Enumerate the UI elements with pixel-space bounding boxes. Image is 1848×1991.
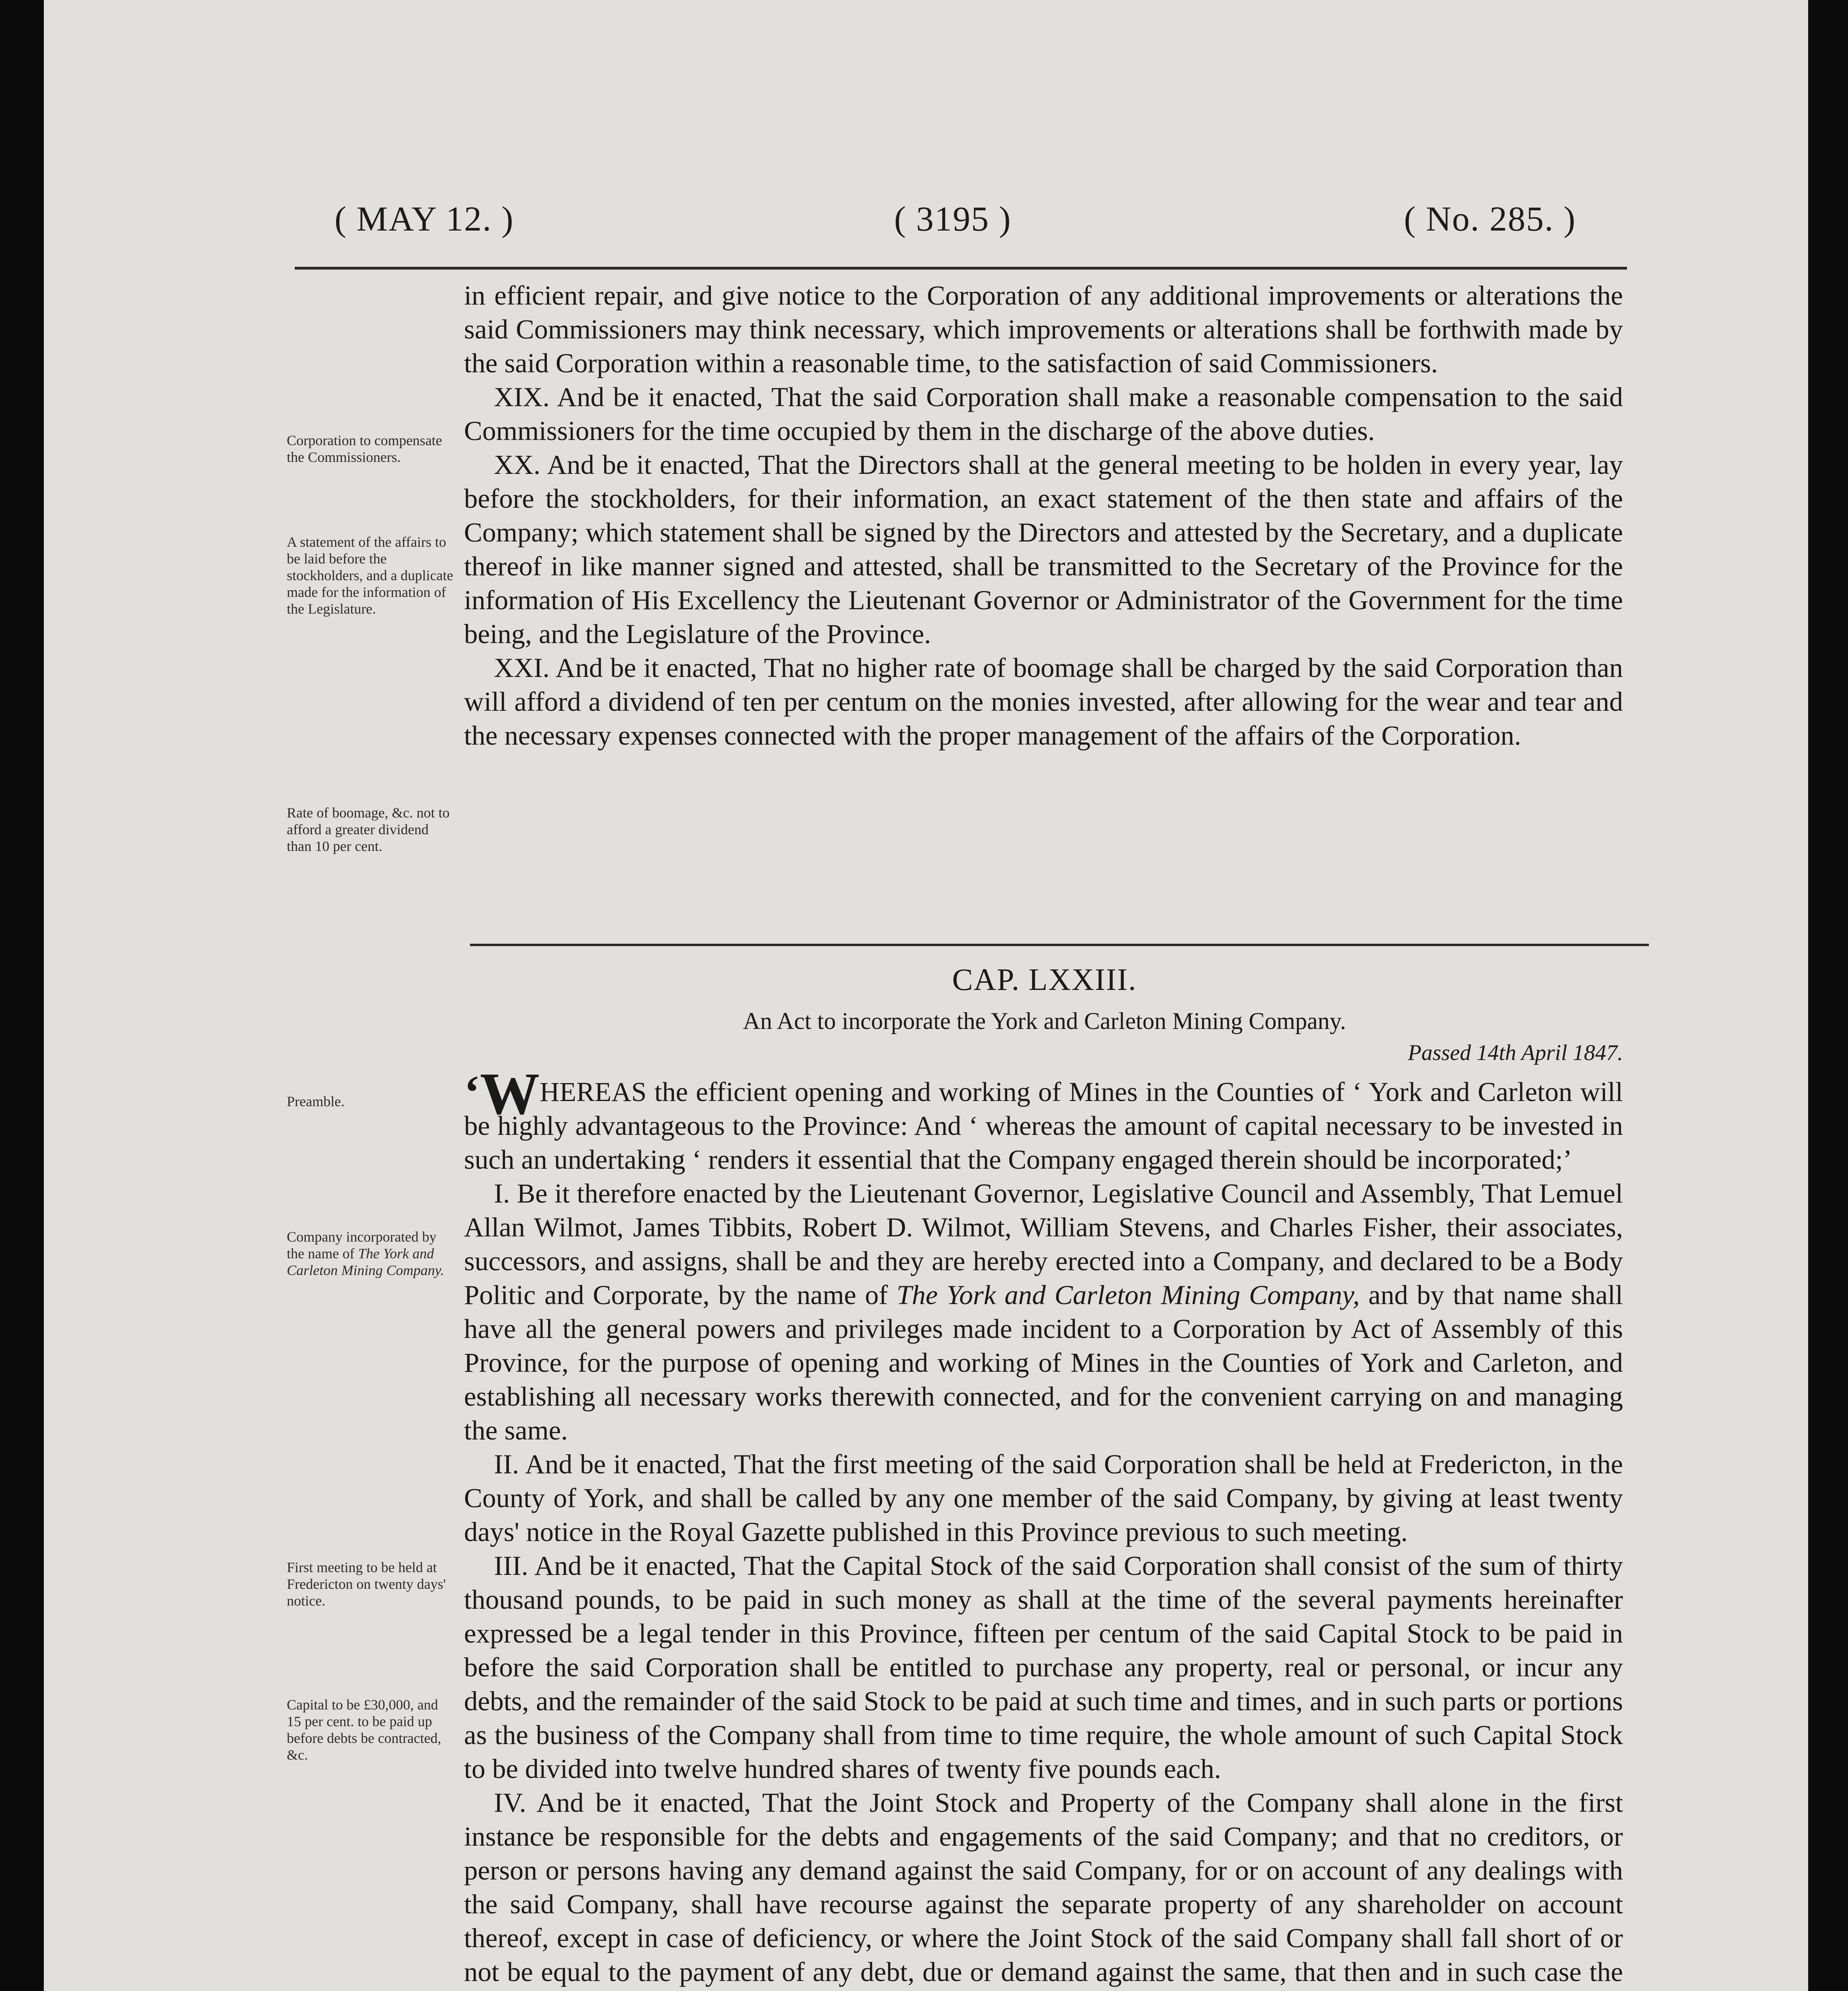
header-date: ( MAY 12. ) bbox=[335, 200, 514, 239]
chapter-subtitle: An Act to incorporate the York and Carleton Mining Company. bbox=[743, 1008, 1346, 1034]
section-xxi: XXI. And be it enacted, That no higher rate of boomage shall be charged by the said Corporation than will afford a dividend of ten per centum on the monies invested, after allowing for the wear and tear and the necessary expenses connected with the proper management of the affairs of the Corporation. bbox=[464, 653, 1623, 751]
header-act-number: ( No. 285. ) bbox=[1404, 200, 1576, 239]
margin-note-incorporated-prefix: Company incorporated by the name of bbox=[287, 1229, 437, 1261]
chapter-passed-date: Passed 14th April 1847. bbox=[1408, 1040, 1623, 1065]
margin-note-compensate: Corporation to compensate the Commissioners. bbox=[287, 432, 442, 465]
section-xx: XX. And be it enacted, That the Directors shall at the general meeting to be holden in every year, lay before the stockholders, for their information, an exact statement of the then state and affairs of the Company; which statement shall be signed by the Directors and attested by the Secretary, and a duplicate thereof in like manner signed and attested, shall be transmitted to the Secretary of the Province for the information of His Excellency the Lieutenant Governor or Administrator of the Government for the time being, and the Legislature of the Province. bbox=[464, 450, 1623, 649]
margin-note-capital: Capital to be £30,000, and 15 per cent. to be paid up before debts be contracted, &c. bbox=[287, 1697, 441, 1763]
section-xix: XIX. And be it enacted, That the said Corporation shall make a reasonable compensation to the said Commissioners for the time occupied by them in the discharge of the above duties. bbox=[464, 382, 1623, 446]
section-iii: III. And be it enacted, That the Capital Stock of the said Corporation shall consist of the sum of thirty thousand pounds, to be paid in such money as shall at the time of the several payments hereinafter expressed be a legal tender in this Province, fifteen per centum of the said Capital Stock to be paid in before the said Corporation shall be entitled to purchase any property, real or personal, or incur any debts, and the remainder of the said Stock to be paid at such time and times, and in such parts or portions as the business of the Company shall from time to time require, the whole amount of such Capital Stock to be divided into twelve hundred shares of twenty five pounds each. bbox=[464, 1551, 1623, 1784]
preamble-dropcap: W bbox=[480, 1061, 540, 1127]
top-sections bbox=[464, 279, 1623, 753]
section-iv: IV. And be it enacted, That the Joint Stock and Property of the Company shall alone in the first instance be responsible for the debts and engagements of the said Company; and that no creditors, or person or persons having any demand against the said Company, for or on account of any dealings with the said Company, shall have recourse against the separate property of any shareholder on account thereof, except in case of deficiency, or where the Joint Stock of the said Company shall fall short of or not be equal to the payment of any debt, due or demand against the same, that then and in such case the bbox=[464, 1788, 1623, 1987]
margin-note-statement: A statement of the affairs to be laid before the stockholders, and a duplicate made for the information of the Legislature. bbox=[287, 534, 453, 617]
margin-note-incorporated bbox=[287, 1228, 454, 1279]
section-i-text-after: and by that name shall have all the general powers and privileges made incident to a Corporation by Act of Assembly of this Province, for the purpose of opening and working of Mines in the Counties of York and Carleton, and establishing all necessary works therewith connected, and for the convenient carrying on and managing the same. bbox=[464, 1280, 1623, 1445]
margin-note-first-meeting: First meeting to be held at Fredericton on twenty days' notice. bbox=[287, 1559, 446, 1609]
preamble-text: HEREAS the efficient opening and working of Mines in the Counties of ‘ York and Carleton will be highly advantageous to the Province: And ‘ whereas the amount of capital necessary to be invested in such an undertaking ‘ renders it essential that the Company engaged therein should be incorporated;’ bbox=[464, 1077, 1623, 1175]
preamble-open-quote: ‘ bbox=[464, 1066, 480, 1119]
section-i-company-name: The York and Carleton Mining Company, bbox=[897, 1280, 1360, 1310]
margin-note-preamble: Preamble. bbox=[287, 1093, 345, 1109]
margin-note-incorporated-name: The York and Carleton Mining Company. bbox=[287, 1246, 444, 1278]
preamble-paragraph bbox=[464, 1061, 1623, 1177]
section-i-text-before: I. Be it therefore enacted by the Lieutenant Governor, Legislative Council and Assembly, That Lemuel Allan Wilmot, James Tibbits, Robert D. Wilmot, William Stevens, and Charles Fisher, their associates, successors, and assigns, shall be and they are hereby erected into a Company, and declared to be a Body Politic and Corporate, by the name of bbox=[464, 1178, 1623, 1310]
chapter-title: CAP. LXXIII. bbox=[952, 962, 1137, 997]
header-rule bbox=[295, 267, 1627, 270]
chapter-divider-rule bbox=[470, 944, 1649, 946]
header-page-number: ( 3195 ) bbox=[894, 200, 1012, 239]
section-ii: II. And be it enacted, That the first meeting of the said Corporation shall be held at Fredericton, in the County of York, and shall be called by any one member of the said Company, by giving at least twenty days' notice in the Royal Gazette published in this Province previous to such meeting. bbox=[464, 1449, 1623, 1547]
section-i bbox=[464, 1177, 1623, 1447]
chapter-body bbox=[464, 1061, 1623, 1991]
margin-note-boomage: Rate of boomage, &c. not to afford a greater dividend than 10 per cent. bbox=[287, 805, 450, 854]
continuation-paragraph: in efficient repair, and give notice to the Corporation of any additional improvements or alterations the said Commissioners may think necessary, which improvements or alterations shall be forthwith made by the said Corporation within a reasonable time, to the satisfaction of said Commissioners. bbox=[464, 280, 1623, 378]
